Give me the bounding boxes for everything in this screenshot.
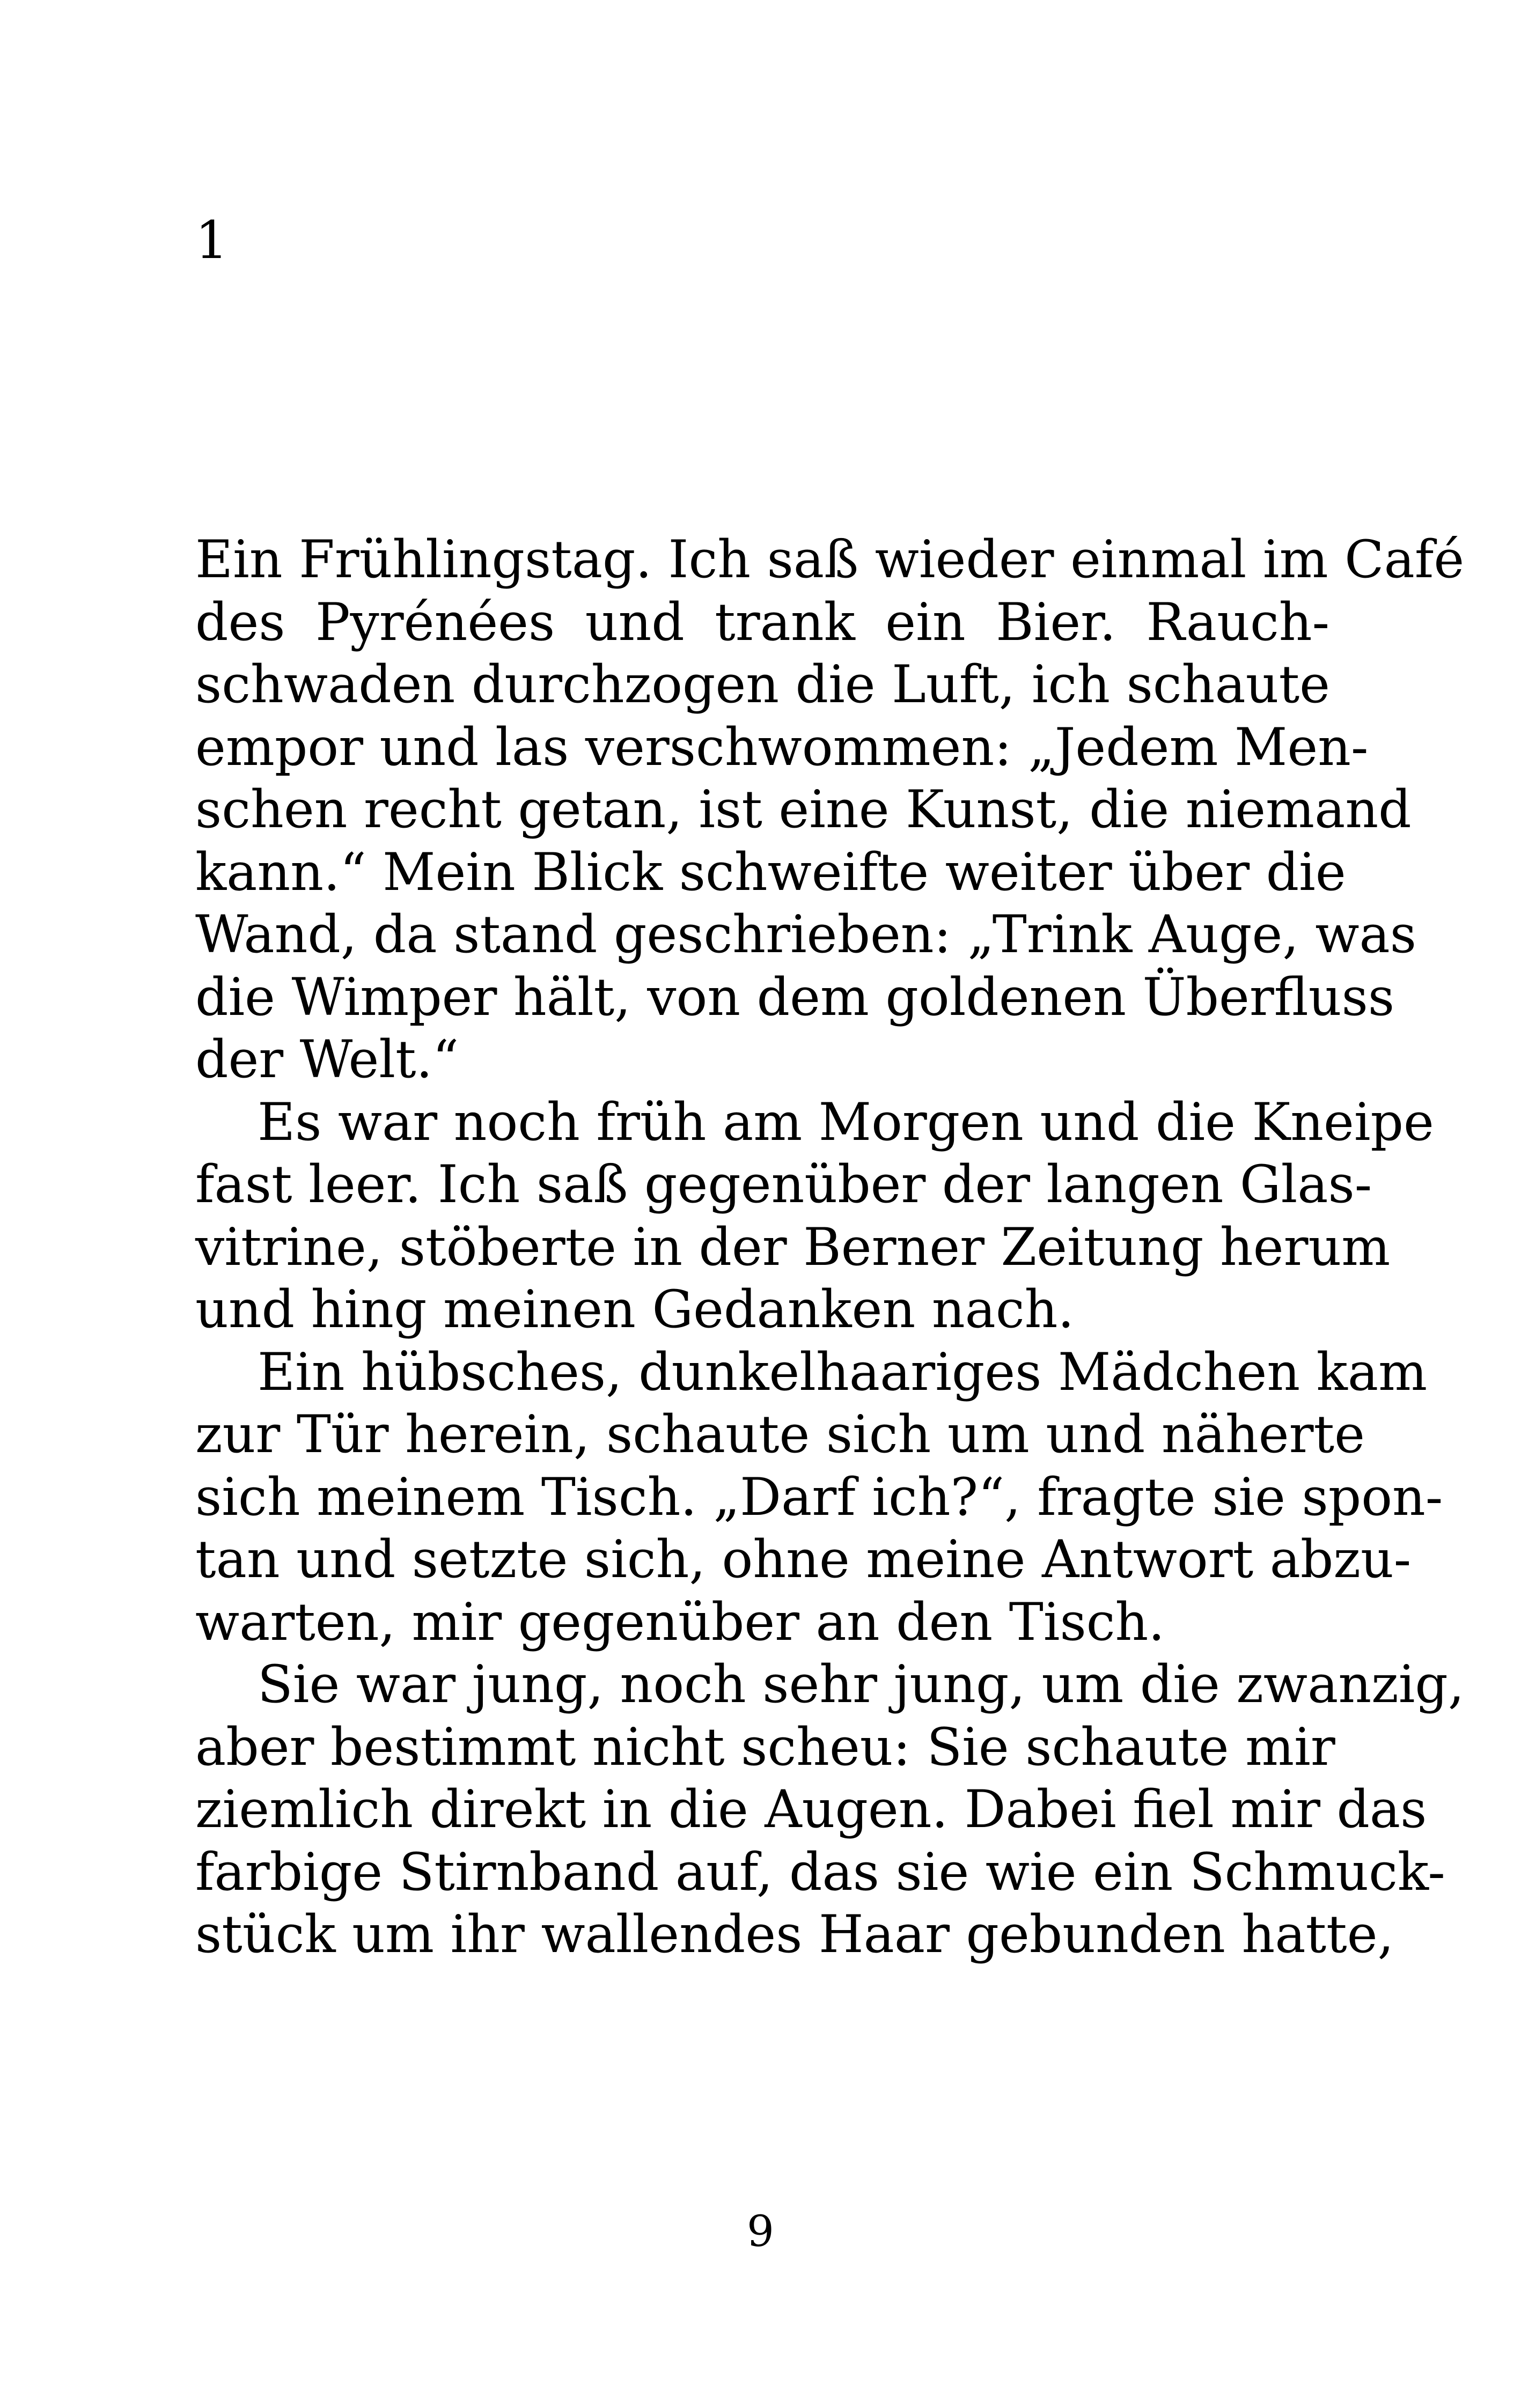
text-line: aber bestimmt nicht scheu: Sie schaute mir [195, 1717, 1335, 1777]
text-line: die Wimper hält, von dem goldenen Überfluss [195, 967, 1395, 1027]
text-line: tan und setzte sich, ohne meine Antwort abzu- [195, 1529, 1412, 1589]
text-line: empor und las verschwommen: „Jedem Men- [195, 717, 1369, 777]
text-line: farbige Stirnband auf, das sie wie ein Schmuck- [195, 1842, 1445, 1902]
text-line: zur Tür herein, schaute sich um und näherte [195, 1404, 1365, 1464]
text-line: der Welt.“ [195, 1029, 459, 1089]
text-line: schen recht getan, ist eine Kunst, die niemand [195, 779, 1412, 840]
page-number: 9 [747, 2206, 774, 2256]
text-line: und hing meinen Gedanken nach. [195, 1279, 1074, 1339]
text-line: Ein hübsches, dunkelhaariges Mädchen kam [258, 1342, 1428, 1402]
text-line: sich meinem Tisch. „Darf ich?“, fragte sie spon- [195, 1467, 1443, 1527]
text-line: warten, mir gegenüber an den Tisch. [195, 1592, 1165, 1652]
body-text [195, 528, 1465, 1966]
text-line: fast leer. Ich saß gegenüber der langen Glas- [195, 1154, 1372, 1214]
text-line: ziemlich direkt in die Augen. Dabei fiel mir das [195, 1779, 1427, 1839]
text-line: Ein Frühlingstag. Ich saß wieder einmal im Café [195, 529, 1465, 590]
chapter-number: 1 [195, 210, 229, 270]
text-line: Wand, da stand geschrieben: „Trink Auge, was [195, 904, 1417, 964]
text-line: kann.“ Mein Blick schweifte weiter über die [195, 842, 1346, 902]
text-line: stück um ihr wallendes Haar gebunden hatte, [195, 1904, 1394, 1964]
text-line: Es war noch früh am Morgen und die Kneipe [258, 1092, 1434, 1152]
text-line: Sie war jung, noch sehr jung, um die zwanzig, [258, 1654, 1465, 1714]
text-line: des Pyrénées und trank ein Bier. Rauch- [195, 592, 1329, 652]
text-line: vitrine, stöberte in der Berner Zeitung herum [195, 1217, 1391, 1277]
text-line: schwaden durchzogen die Luft, ich schaute [195, 654, 1330, 715]
